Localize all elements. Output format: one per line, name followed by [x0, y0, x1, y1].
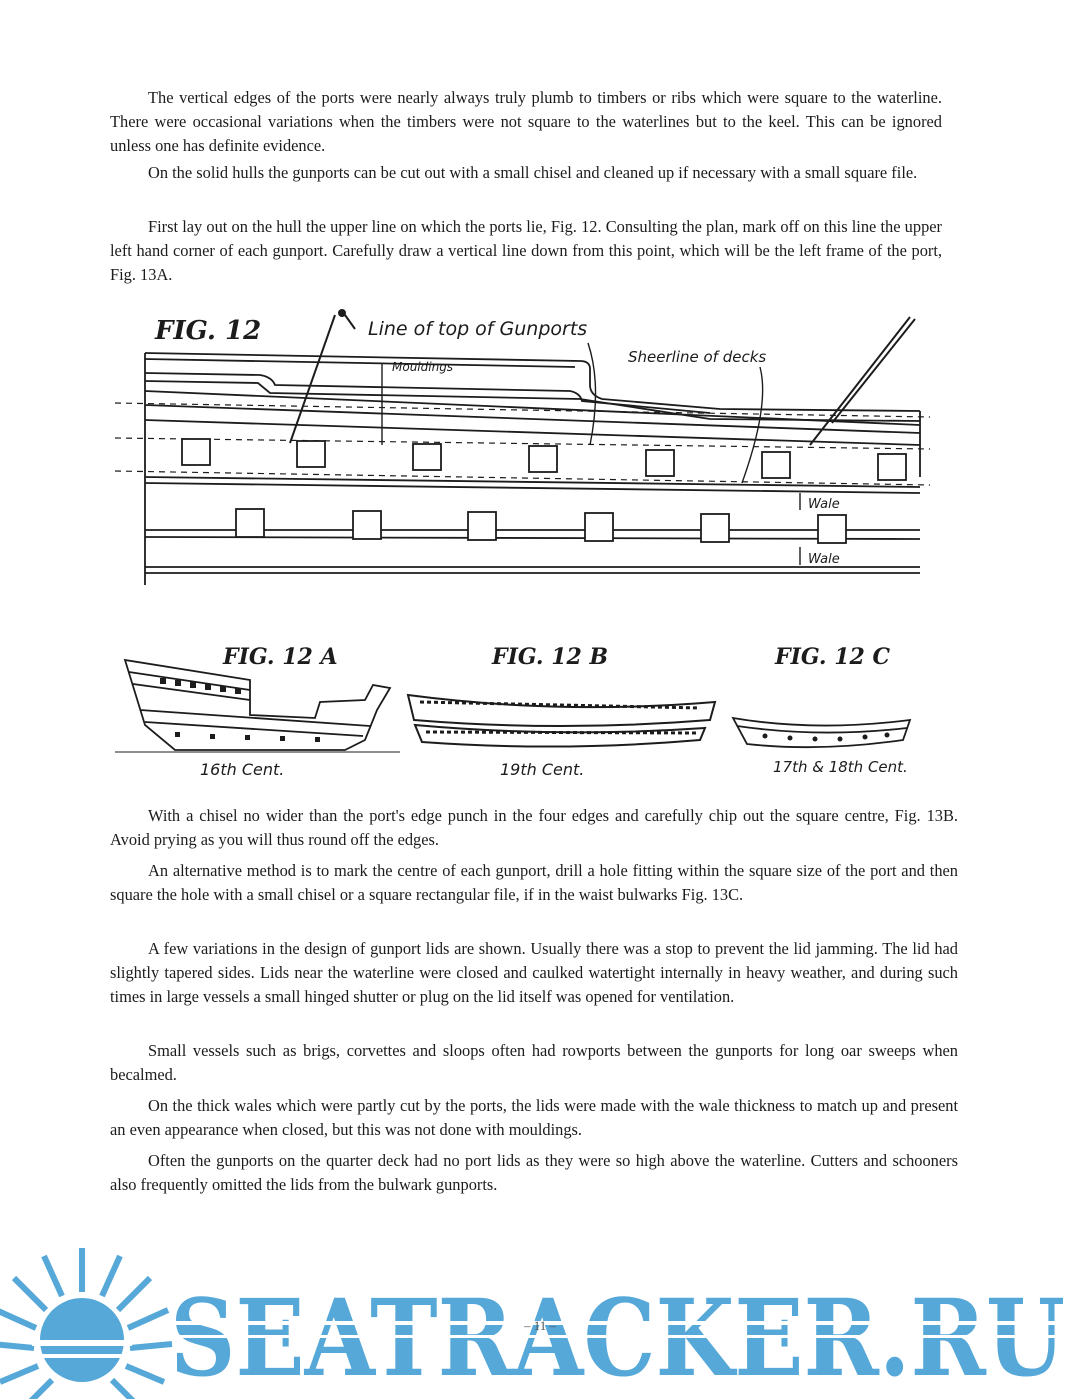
- figure-12-hull-diagram: [110, 305, 930, 595]
- figure-12a-16th-century-ship: [115, 640, 400, 780]
- figure-12-label: FIG. 12: [155, 316, 262, 346]
- caption-wale-upper: Wale: [808, 497, 840, 512]
- caption-mouldings: Mouldings: [392, 360, 454, 374]
- caption-wale-lower: Wale: [808, 552, 840, 567]
- ship-16th-hull: [125, 660, 390, 750]
- figure-12a-label: FIG. 12 A: [223, 644, 338, 670]
- paragraph-quarter-deck: Often the gunports on the quarter deck had no port lids as they were so high above the waterline. Cutters and schooners also frequently omitted the lids from the bulwark gunports.: [110, 1151, 958, 1195]
- reference-lines: [115, 403, 930, 485]
- paragraph-ports-vertical-edges: The vertical edges of the ports were nearly always truly plumb to timbers or ribs which were square to the waterline. There were occasional variations when the timbers were not square to the waterlines but to the keel. This can be ignored unless one has definite evidence.: [110, 88, 942, 156]
- figure-12b-label: FIG. 12 B: [492, 644, 609, 670]
- paragraph-small-vessels: Small vessels such as brigs, corvettes and sloops often had rowports between the gunports for long oar sweeps when becalmed.: [110, 1041, 958, 1085]
- upper-gunports: [182, 439, 906, 480]
- page-number: – 11 –: [523, 1318, 557, 1333]
- paragraph-chisel: With a chisel no wider than the port's edge punch in the four edges and carefully chip out the square centre, Fig. 13B. Avoid prying as you will thus round off the edges.: [110, 806, 958, 850]
- figure-12c-label: FIG. 12 C: [775, 644, 891, 670]
- figure-12b-caption: 19th Cent.: [500, 760, 585, 779]
- figure-12c-17th-18th-century-ship: [725, 640, 930, 780]
- ship-19th-hull: [408, 695, 715, 747]
- figure-12b-19th-century-ship: [400, 640, 730, 780]
- caption-sheerline: Sheerline of decks: [628, 348, 767, 366]
- paragraph-solid-hulls: On the solid hulls the gunports can be cut out with a small chisel and cleaned up if necessary with a small square file.: [148, 163, 918, 182]
- paragraph-lid-variations: A few variations in the design of gunport lids are shown. Usually there was a stop to prevent the lid jamming. The lid had slightly tapered sides. Lids near the waterline were closed and caulked watertight internally in heavy weather, and during such times in large vessels a small hinged shutter or plug on the lid itself was opened for ventilation.: [110, 939, 958, 1007]
- paragraph-thick-wales: On the thick wales which were partly cut by the ports, the lids were made with the wale thickness to match up and present an even appearance when closed, but this was not done with mouldings.: [110, 1096, 958, 1140]
- dividers-left: [290, 310, 355, 443]
- figure-12a-caption: 16th Cent.: [200, 760, 285, 779]
- paragraph-layout-line: First lay out on the hull the upper line on which the ports lie, Fig. 12. Consulting the plan, mark off on this line the upper left hand corner of each gunport. Carefully draw a vertical line down from this point, which will be the left frame of the port, Fig. 13A.: [110, 217, 942, 285]
- caption-top-of-gunports: Line of top of Gunports: [368, 318, 588, 340]
- ship-17th-ports: [763, 733, 890, 742]
- paragraph-alternative-method: An alternative method is to mark the centre of each gunport, drill a hole fitting within the square size of the port and then square the hole with a small chisel or a square rectangular file, if in the waist bulwarks Fig. 13C.: [110, 861, 958, 905]
- seatracker-watermark: [0, 1235, 1080, 1399]
- dividers-right: [810, 317, 915, 445]
- ship-17th-hull: [733, 718, 910, 747]
- figure-12c-caption: 17th & 18th Cent.: [773, 758, 908, 776]
